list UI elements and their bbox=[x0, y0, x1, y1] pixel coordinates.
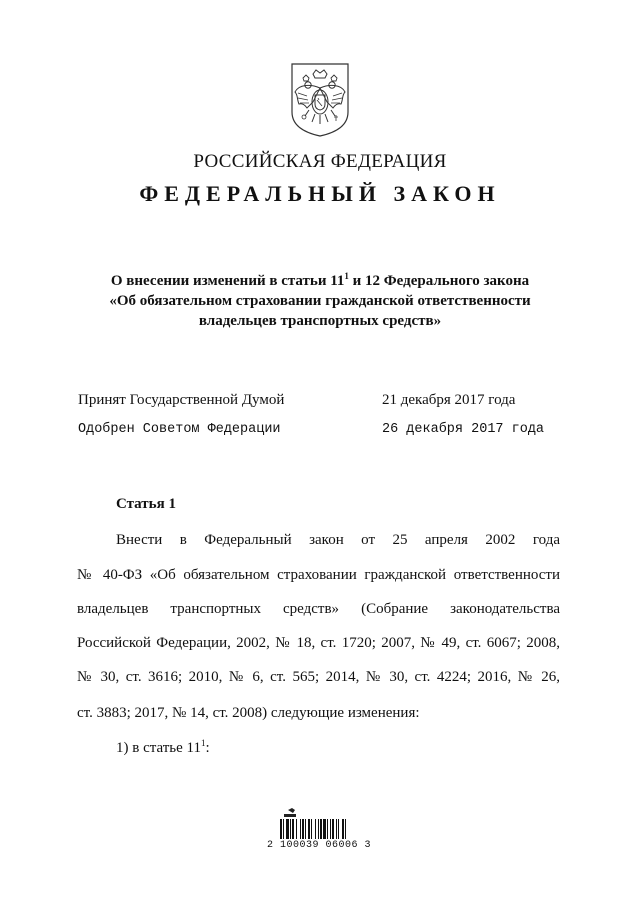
coat-of-arms-emblem bbox=[289, 62, 351, 138]
paragraph-line: № 40-ФЗ «Об обязательном страховании гражданской ответственности bbox=[77, 567, 560, 583]
paragraph-line: Российской Федерации, 2002, № 18, ст. 1720; 2007, № 49, ст. 6067; 2008, bbox=[77, 635, 560, 651]
adopted-by-duma-date: 21 декабря 2017 года bbox=[382, 392, 516, 408]
barcode-bar bbox=[320, 819, 322, 839]
barcode-bar bbox=[315, 819, 316, 839]
paragraph-line: ст. 3883; 2017, № 14, ст. 2008) следующие изменения: bbox=[77, 705, 420, 721]
law-title-line-1 bbox=[60, 271, 580, 291]
law-title-line-3: владельцев транспортных средств» bbox=[198, 313, 442, 329]
barcode-bar bbox=[327, 819, 328, 839]
barcode-bar bbox=[296, 819, 297, 839]
adopted-by-duma-label: Принят Государственной Думой bbox=[78, 392, 285, 408]
paragraph-line: владельцев транспортных средств» (Собрание законодательства bbox=[77, 601, 560, 617]
paragraph-line: № 30, ст. 3616; 2010, № 6, ст. 565; 2014, № 30, ст. 4224; 2016, № 26, bbox=[77, 669, 560, 685]
list-item-1-superscript: 1 bbox=[201, 738, 206, 748]
title-line-1-suffix: и 12 Федерального закона bbox=[348, 273, 530, 289]
list-item-1 bbox=[116, 740, 210, 757]
country-name: РОССИЙСКАЯ ФЕДЕРАЦИЯ bbox=[193, 151, 447, 172]
paragraph-line: Внести в Федеральный закон от 25 апреля 2002 года bbox=[116, 532, 560, 548]
barcode-bar bbox=[342, 819, 344, 839]
title-line-1-prefix: О внесении изменений в статьи 11 bbox=[110, 273, 345, 289]
barcode-bar bbox=[323, 819, 326, 839]
list-item-1-text: 1) в статье 11 bbox=[116, 740, 201, 756]
barcode-number: 2 100039 06006 3 bbox=[266, 840, 371, 851]
barcode-bar bbox=[292, 819, 294, 839]
barcode-bar bbox=[290, 819, 291, 839]
barcode-bar bbox=[345, 819, 346, 839]
article-heading: Статья 1 bbox=[116, 496, 176, 512]
barcode-bar bbox=[318, 819, 319, 839]
barcode-bar bbox=[283, 819, 284, 839]
approved-by-council-label: Одобрен Советом Федерации bbox=[78, 422, 281, 437]
list-item-1-suffix: : bbox=[205, 740, 210, 756]
law-title bbox=[60, 271, 580, 331]
barcode-bar bbox=[305, 819, 306, 839]
barcode-bar bbox=[330, 819, 331, 839]
law-title-line-2: «Об обязательном страховании гражданской ответственности bbox=[109, 293, 531, 309]
document-type: ФЕДЕРАЛЬНЫЙ ЗАКОН bbox=[139, 181, 501, 206]
approved-by-council-date: 26 декабря 2017 года bbox=[382, 422, 545, 437]
barcode-bar bbox=[338, 819, 339, 839]
barcode-bar bbox=[336, 819, 337, 839]
barcode-bar bbox=[302, 819, 304, 839]
title-superscript: 1 bbox=[344, 271, 349, 281]
barcode-bar bbox=[280, 819, 282, 839]
barcode-bar bbox=[286, 819, 289, 839]
stamp-mark-icon bbox=[284, 808, 296, 817]
barcode-bar bbox=[300, 819, 301, 839]
barcode-bars bbox=[280, 819, 346, 839]
barcode-bar bbox=[332, 819, 334, 839]
barcode-bar bbox=[311, 819, 312, 839]
barcode-bar bbox=[308, 819, 310, 839]
